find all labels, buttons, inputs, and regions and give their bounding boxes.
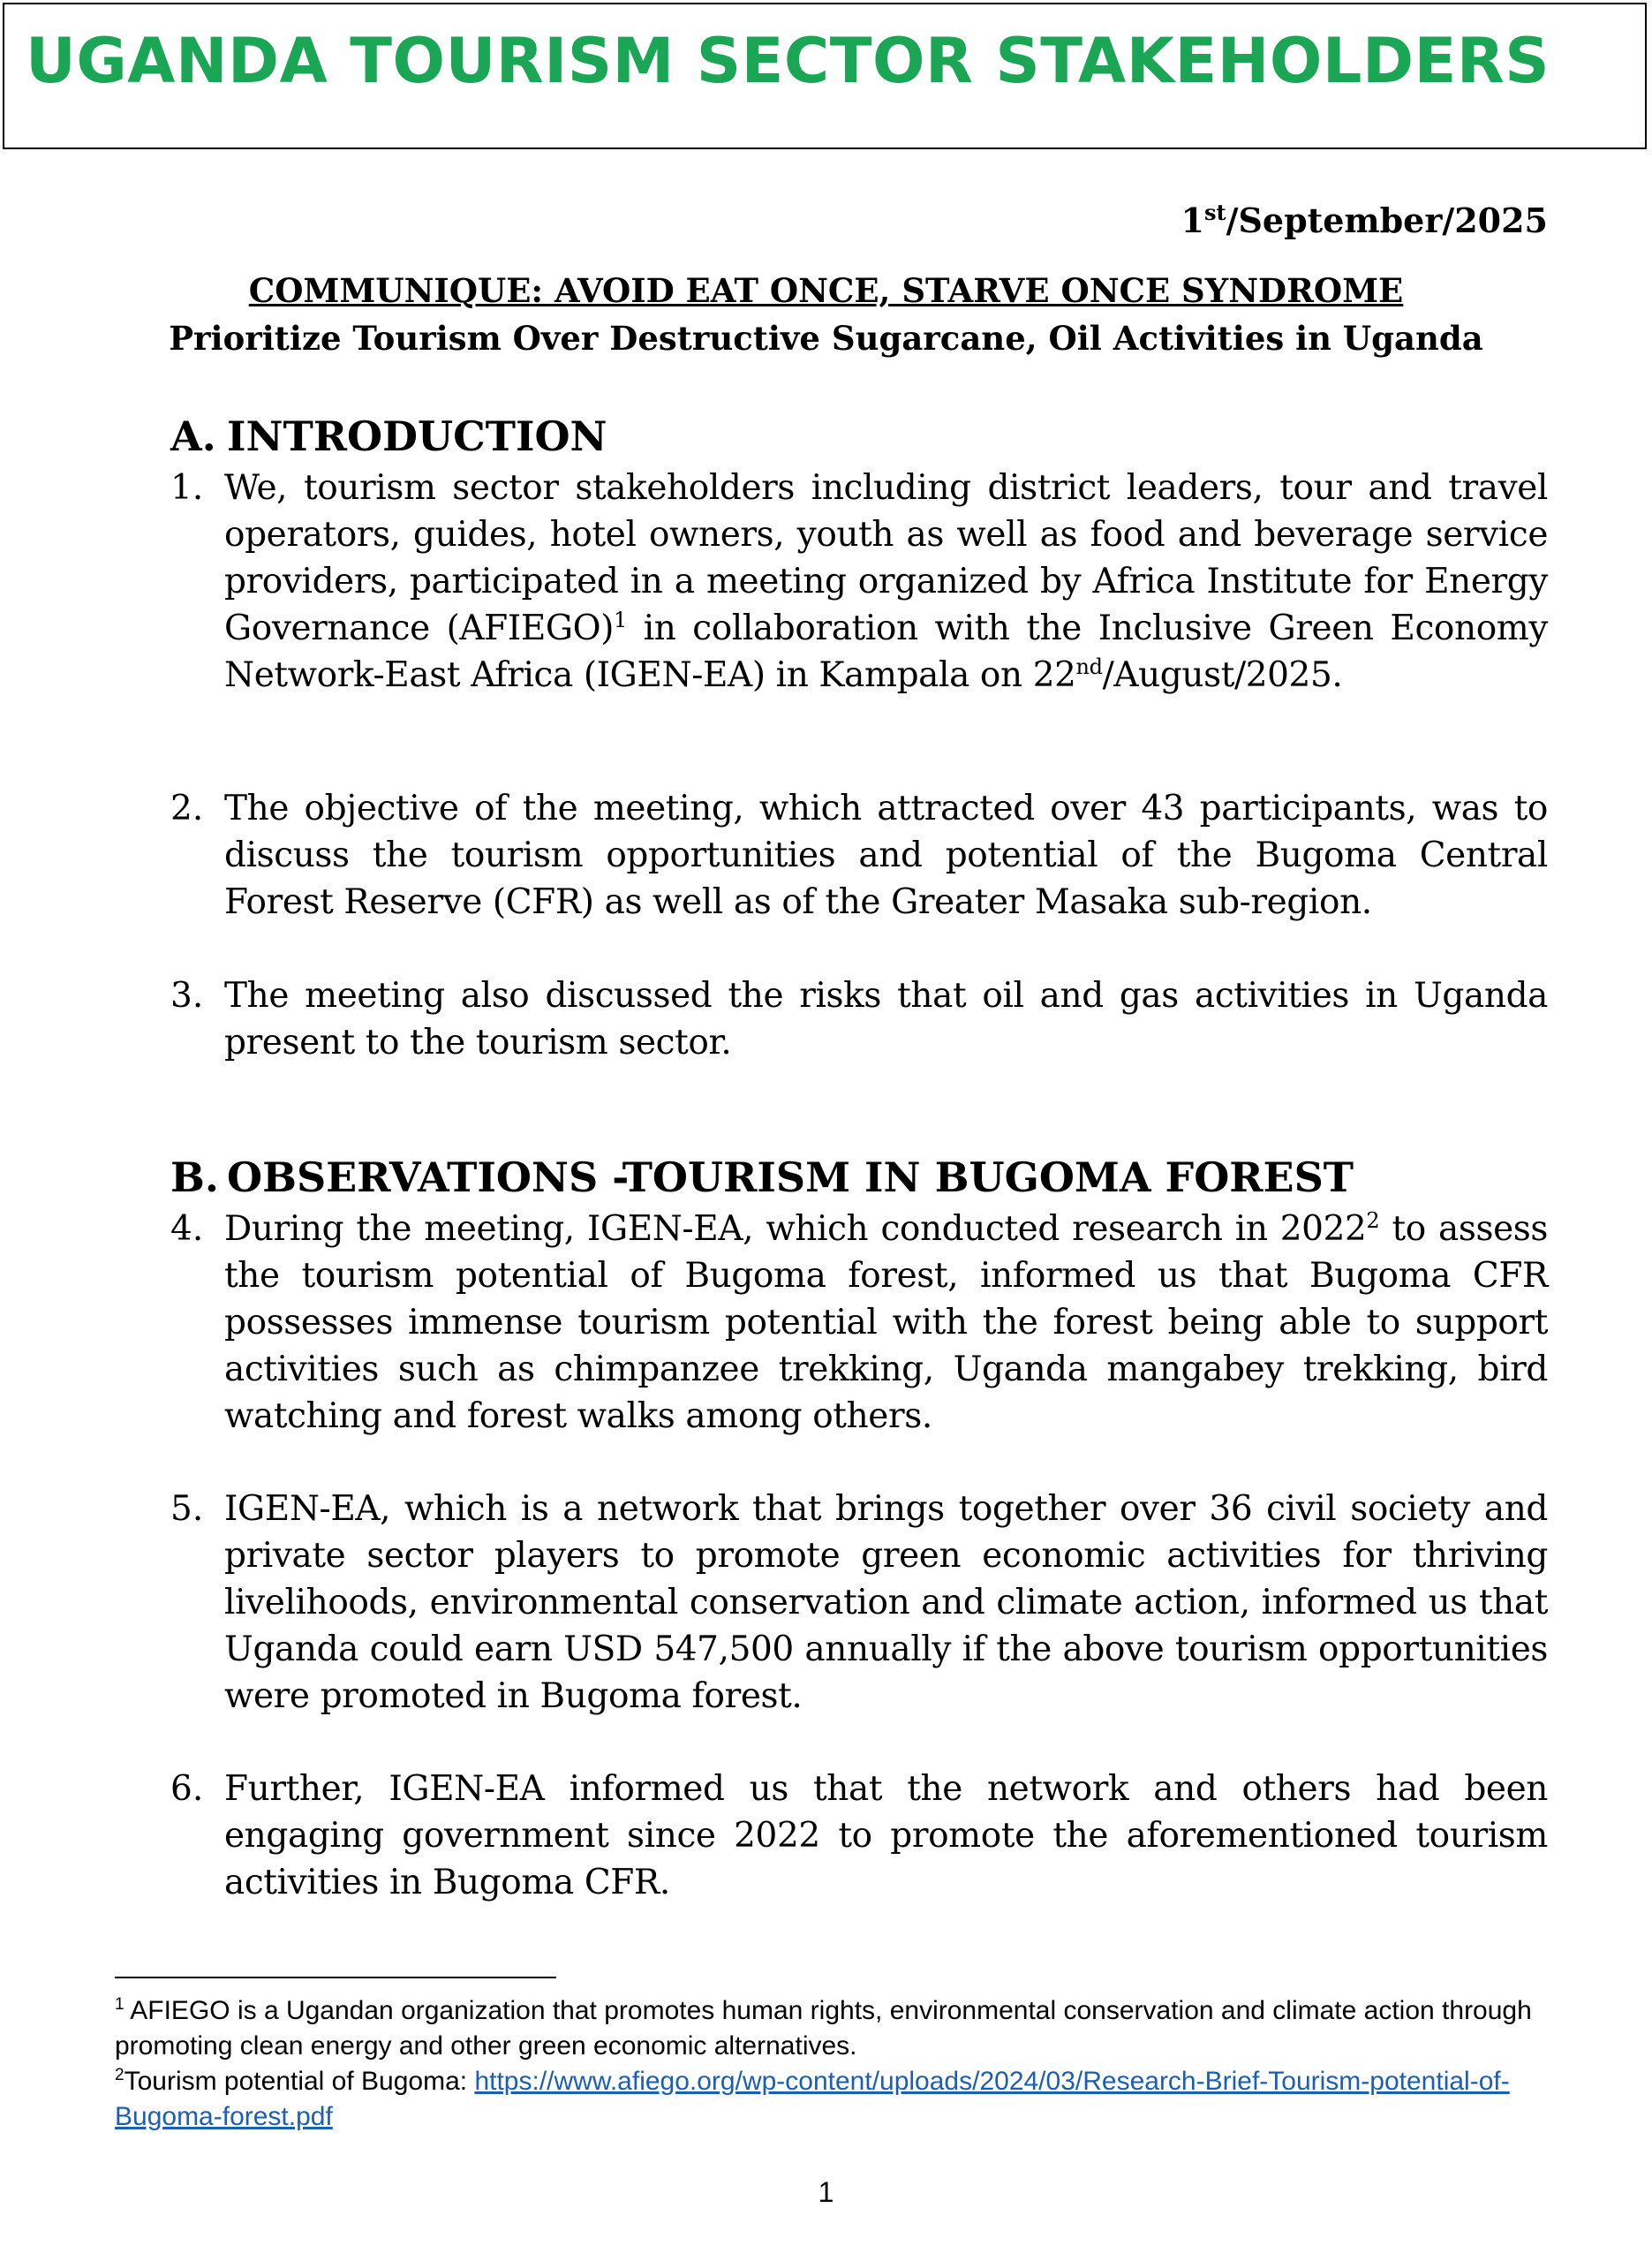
paragraph-6 — [170, 1766, 1548, 1906]
footnote-mark: 1 — [115, 1995, 124, 2014]
paragraph-number: 4. — [170, 1209, 204, 1249]
section-letter: A. — [170, 412, 216, 460]
paragraph-4 — [170, 1206, 1548, 1440]
footnote-link[interactable]: https://www.afiego.org/wp-content/uploads/2024/03/Research-Brief-Tourism-potential-of-Bugoma-forest.pdf — [115, 2067, 1510, 2131]
paragraph-number: 6. — [170, 1769, 204, 1809]
title-box — [3, 3, 1647, 149]
document-title: UGANDA TOURISM SECTOR STAKEHOLDERS — [26, 25, 1550, 97]
paragraph-text — [224, 465, 1548, 699]
footnote-label: Tourism potential of Bugoma: — [124, 2067, 475, 2096]
date-day: 1 — [1181, 200, 1204, 240]
section-heading-introduction — [170, 408, 607, 465]
paragraph-text: The meeting also discussed the risks that oil and gas activities in Uganda present to the tourism sector. — [224, 976, 1548, 1062]
paragraph-text-part: During the meeting, IGEN-EA, which conducted research in 2022 — [224, 1209, 1367, 1249]
footnote-2 — [115, 2064, 1545, 2135]
paragraph-2 — [170, 785, 1548, 926]
paragraph-text-part: We, tourism sector stakeholders including district leaders, tour and travel operators, guides, hotel owners, youth as well as food and beverage service providers, participated in a meeting organized by Africa Institute for Energy Governance (AFIEGO) — [224, 468, 1548, 648]
section-title: OBSERVATIONS -TOURISM IN BUGOMA FOREST — [227, 1153, 1354, 1201]
paragraph-number: 3. — [170, 976, 204, 1016]
paragraph-3 — [170, 972, 1548, 1066]
paragraph-number: 5. — [170, 1489, 204, 1529]
communique-subtitle: Prioritize Tourism Over Destructive Sugarcane, Oil Activities in Uganda — [169, 319, 1483, 358]
ordinal-suffix: nd — [1075, 654, 1103, 679]
paragraph-text-part: in collaboration with the Inclusive Green Economy Network-East Africa (IGEN-EA) in Kampala on 22 — [224, 609, 1548, 695]
footnote-ref-1: 1 — [614, 608, 627, 632]
paragraph-text-part: to assess the tourism potential of Bugoma forest, informed us that Bugoma CFR possesses immense tourism potential with the forest being able to support activities such as chimpanzee trekking, Uganda mangabey trekking, bird watching and forest walks among others. — [224, 1209, 1548, 1436]
paragraph-text: IGEN-EA, which is a network that brings together over 36 civil society and private sector players to promote green economic activities for thriving livelihoods, environmental conservation and climate action, informed us that Uganda could earn USD 547,500 annually if the above tourism opportunities were promoted in Bugoma forest. — [224, 1489, 1548, 1716]
footnote-mark: 2 — [115, 2066, 124, 2084]
date-suffix: st — [1203, 200, 1226, 225]
paragraph-text-part: /August/2025. — [1102, 655, 1343, 695]
paragraph-5 — [170, 1486, 1548, 1720]
paragraph-text: The objective of the meeting, which attracted over 43 participants, was to discuss the tourism opportunities and potential of the Bugoma Central Forest Reserve (CFR) as well as of the Greater Masaka sub-region. — [224, 789, 1548, 922]
footnote-text: AFIEGO is a Ugandan organization that promotes human rights, environmental conservation and climate action through promoting clean energy and other green economic alternatives. — [115, 1996, 1532, 2061]
section-letter: B. — [170, 1153, 219, 1201]
communique-title: COMMUNIQUE: AVOID EAT ONCE, STARVE ONCE SYNDROME — [248, 271, 1404, 310]
section-title: INTRODUCTION — [227, 412, 607, 460]
footnote-1 — [115, 1993, 1545, 2064]
footnote-ref-2: 2 — [1366, 1208, 1380, 1233]
paragraph-number: 2. — [170, 789, 204, 828]
communique-date — [1181, 196, 1548, 246]
section-heading-observations — [170, 1149, 1354, 1206]
paragraph-1 — [170, 465, 1548, 699]
paragraph-text — [224, 1206, 1548, 1440]
paragraph-text: Further, IGEN-EA informed us that the network and others had been engaging government since 2022 to promote the aforementioned tourism activities in Bugoma CFR. — [224, 1769, 1548, 1902]
date-rest: /September/2025 — [1226, 200, 1548, 240]
page-number: 1 — [818, 2176, 834, 2208]
paragraph-number: 1. — [170, 468, 204, 508]
footnote-separator — [115, 1977, 556, 1978]
